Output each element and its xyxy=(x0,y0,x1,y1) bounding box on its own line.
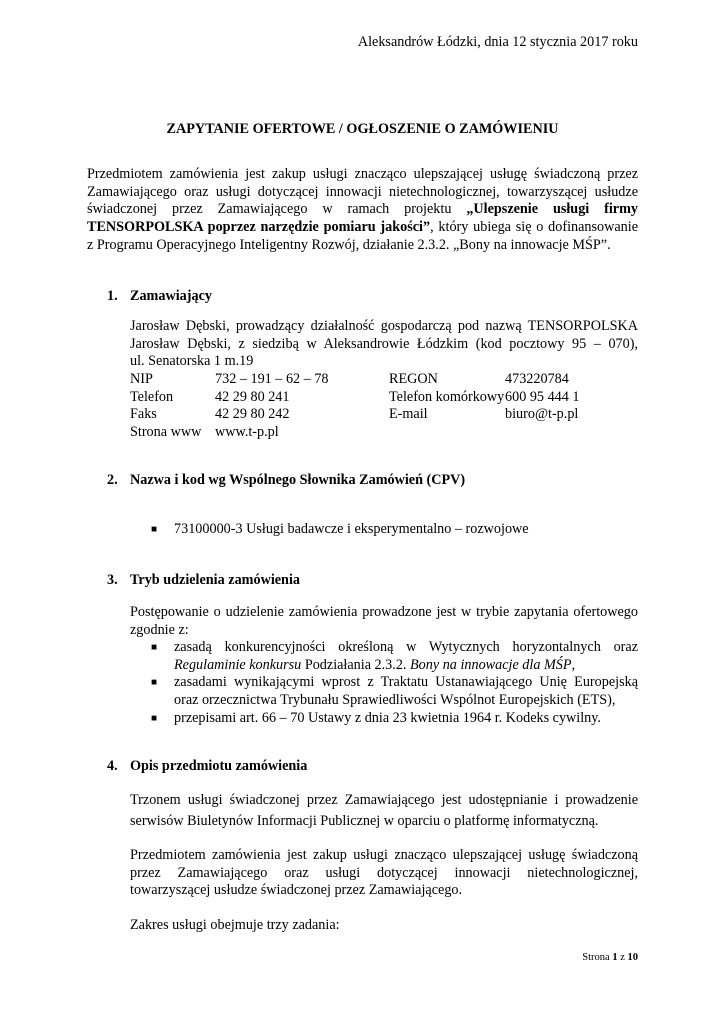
intro-paragraph xyxy=(87,166,638,255)
paragraph-line: Trzonem usługi świadczonej przez Zamawiającego jest udostępnianie i prowadzenie xyxy=(130,792,638,808)
address-line: Jarosław Dębski, z siedzibą w Aleksandrowie Łódzkim (kod pocztowy 95 – 070), xyxy=(130,335,638,352)
paragraph-line: towarzyszącej usłudze świadczonej przez Zamawiającego. xyxy=(130,882,463,899)
website-value: www.t-p.pl xyxy=(215,424,279,441)
italic-text: Regulaminie konkursu xyxy=(174,656,302,673)
contact-row xyxy=(130,389,579,407)
paragraph-line: Przedmiotem zamówienia jest zakup usługi znacząco ulepszającej usługę świadczoną xyxy=(130,847,638,863)
list-item-text xyxy=(174,657,638,675)
contact-label: Telefon xyxy=(130,388,174,405)
contact-value: 732 – 191 – 62 – 78 xyxy=(215,371,329,387)
list-item-text: 73100000-3 Usługi badawcze i eksperymentalno – rozwojowe xyxy=(174,521,529,537)
section-number: 1. xyxy=(107,288,118,304)
description-paragraph xyxy=(130,847,638,900)
page-total: 10 xyxy=(627,952,638,963)
contact-label: Strona www xyxy=(130,424,202,441)
list-item-text: zasadą konkurencyjności określoną w Wytycznych horyzontalnych oraz xyxy=(174,639,638,655)
bullet-square-icon: ■ xyxy=(151,642,158,653)
contact-label: NIP xyxy=(130,371,153,387)
page-number: 1 xyxy=(612,952,618,963)
plain-text: , xyxy=(571,656,576,673)
intro-line: Zamawiającego oraz usługi dotyczącej innowacji nietechnologicznej, towarzyszącej usłudze xyxy=(87,183,638,200)
contact-label: Faks xyxy=(130,406,157,423)
section-heading xyxy=(107,288,212,305)
paragraph-line: Postępowanie o udzielenie zamówienia prowadzone jest w trybie zapytania ofertowego xyxy=(130,604,638,620)
contact-value: 600 95 444 1 xyxy=(505,388,580,405)
document-title: ZAPYTANIE OFERTOWE / OGŁOSZENIE O ZAMÓWIENIU xyxy=(166,121,559,137)
list-item xyxy=(130,639,638,674)
section-number: 2. xyxy=(107,472,118,488)
section-number: 4. xyxy=(107,758,118,774)
contact-table xyxy=(130,371,579,442)
contact-label: Telefon komórkowy xyxy=(389,388,505,405)
paragraph-line: przez Zamawiającego oraz usługi dotyczącej innowacji nietechnologicznej, xyxy=(130,864,638,881)
footer-text: z xyxy=(617,952,628,963)
list-item-text: przepisami art. 66 – 70 Ustawy z dnia 23 kwietnia 1964 r. Kodeks cywilny. xyxy=(174,709,601,726)
intro-text: , który ubiega się o dofinansowanie xyxy=(430,219,638,236)
plain-text: Podziałania 2.3.2. xyxy=(301,656,411,673)
section-title: Tryb udzielenia zamówienia xyxy=(130,572,300,588)
procedure-list xyxy=(130,639,638,728)
contact-value xyxy=(505,424,579,442)
bullet-square-icon: ■ xyxy=(151,524,158,535)
intro-text: świadczonej przez Zamawiającego w ramach projektu xyxy=(87,201,467,218)
intro-line: Przedmiotem zamówienia jest zakup usługi znacząco ulepszającej usługę świadczoną przez xyxy=(87,166,638,182)
footer-text: Strona xyxy=(582,952,613,963)
bullet-square-icon: ■ xyxy=(151,712,158,724)
list-item-text: zasadami wynikającymi wprost z Traktatu Ustanawiającego Unię Europejską xyxy=(174,674,638,691)
intro-line xyxy=(87,201,638,219)
paragraph-line: zgodnie z: xyxy=(130,621,189,638)
page-footer xyxy=(582,952,638,963)
contracting-party-address xyxy=(130,318,638,371)
italic-text: Bony na innowacje dla MŚP xyxy=(410,656,572,673)
description-paragraph xyxy=(130,790,638,832)
list-item xyxy=(130,710,638,728)
bullet-square-icon: ■ xyxy=(151,677,158,689)
address-line: ul. Senatorska 1 m.19 xyxy=(130,353,254,370)
paragraph-line: Zakres usługi obejmuje trzy zadania: xyxy=(130,917,340,933)
list-item xyxy=(130,674,638,709)
contact-label xyxy=(389,424,505,442)
section-title: Opis przedmiotu zamówienia xyxy=(130,758,308,774)
contact-value: 473220784 xyxy=(505,371,569,387)
contact-row xyxy=(130,371,579,389)
list-item xyxy=(130,521,638,539)
intro-line xyxy=(87,219,638,237)
contact-value: 42 29 80 242 xyxy=(215,406,290,423)
contact-value: 42 29 80 241 xyxy=(215,388,290,405)
section-title: Zamawiający xyxy=(130,288,212,304)
project-name-part: TENSORPOLSKA poprzez narzędzie pomiaru jakości” xyxy=(87,219,431,236)
date-line: Aleksandrów Łódzki, dnia 12 stycznia 2017 roku xyxy=(357,34,638,50)
scope-intro xyxy=(130,917,638,935)
contact-row xyxy=(130,406,579,424)
cpv-list xyxy=(130,521,638,539)
section-title: Nazwa i kod wg Wspólnego Słownika Zamówień (CPV) xyxy=(130,472,466,488)
section-number: 3. xyxy=(107,572,118,588)
contact-label: REGON xyxy=(389,371,438,387)
intro-line: z Programu Operacyjnego Inteligentny Rozwój, działanie 2.3.2. „Bony na innowacje MŚP”. xyxy=(87,236,611,253)
contact-row xyxy=(130,424,579,442)
paragraph-line: serwisów Biuletynów Informacji Publicznej w oparciu o platformę informatyczną. xyxy=(130,813,599,829)
address-line: Jarosław Dębski, prowadzący działalność gospodarczą pod nazwą TENSORPOLSKA xyxy=(130,318,638,334)
section-heading xyxy=(107,758,307,775)
project-name-part: „Ulepszenie usługi firmy xyxy=(466,201,639,218)
list-item-text: oraz orzecznictwa Trybunału Sprawiedliwości Wspólnot Europejskich (ETS), xyxy=(174,692,616,709)
procedure-paragraph xyxy=(130,604,638,639)
section-heading xyxy=(107,572,300,589)
email-value: biuro@t-p.pl xyxy=(505,406,579,423)
section-heading xyxy=(107,472,465,489)
contact-label: E-mail xyxy=(389,406,428,423)
